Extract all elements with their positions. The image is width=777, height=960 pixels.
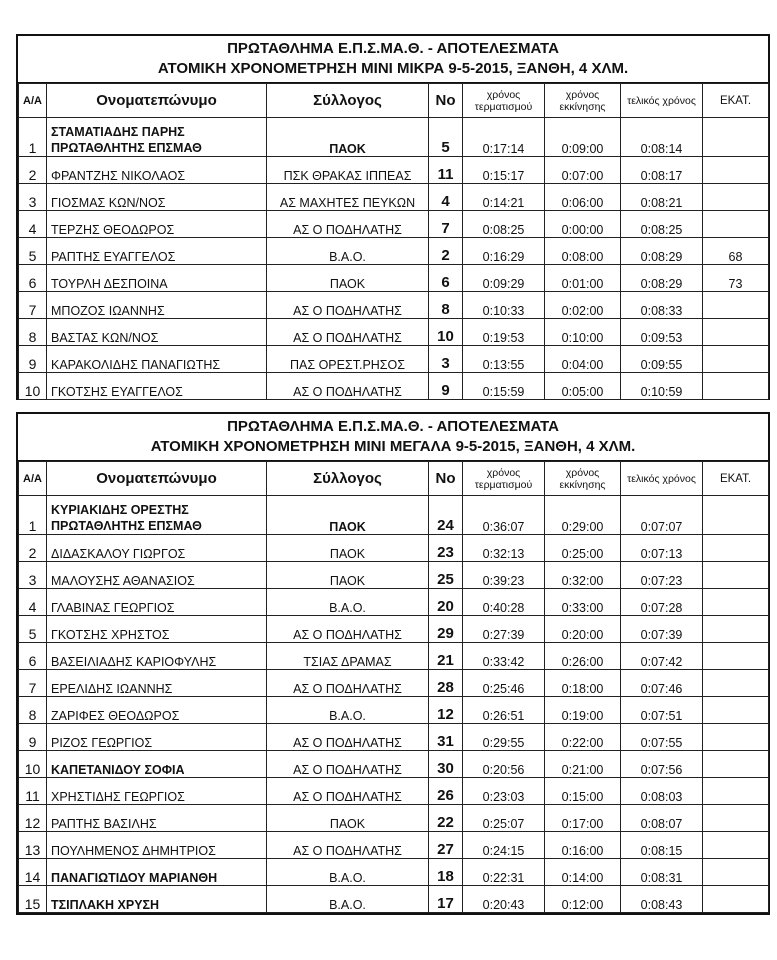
finish-time: 0:16:29 bbox=[463, 238, 545, 265]
table-row bbox=[19, 670, 769, 697]
final-time: 0:08:14 bbox=[621, 118, 703, 157]
row-index: 7 bbox=[19, 292, 47, 319]
finish-time: 0:25:46 bbox=[463, 670, 545, 697]
athlete-name-text: ΜΑΛΟΥΣΗΣ ΑΘΑΝΑΣΙΟΣ bbox=[51, 574, 195, 588]
bib-number: 31 bbox=[429, 724, 463, 751]
start-time: 0:29:00 bbox=[545, 496, 621, 535]
athlete-name-text: ΚΑΡΑΚΟΛΙΔΗΣ ΠΑΝΑΓΙΩΤΗΣ bbox=[51, 358, 221, 372]
finish-time: 0:09:29 bbox=[463, 265, 545, 292]
bib-number: 8 bbox=[429, 292, 463, 319]
final-time: 0:10:59 bbox=[621, 373, 703, 400]
club-name: Β.Α.Ο. bbox=[267, 859, 429, 886]
bib-number: 6 bbox=[429, 265, 463, 292]
results-table bbox=[18, 461, 769, 913]
row-index: 7 bbox=[19, 670, 47, 697]
final-time: 0:07:39 bbox=[621, 616, 703, 643]
athlete-name-text: ΚΥΡΙΑΚΙΔΗΣ ΟΡΕΣΤΗΣ bbox=[51, 503, 189, 517]
row-index: 6 bbox=[19, 265, 47, 292]
start-time: 0:18:00 bbox=[545, 670, 621, 697]
row-index: 6 bbox=[19, 643, 47, 670]
finish-time: 0:22:31 bbox=[463, 859, 545, 886]
table-body bbox=[19, 118, 769, 400]
table-row bbox=[19, 184, 769, 211]
final-time: 0:07:51 bbox=[621, 697, 703, 724]
club-name: ΑΣ Ο ΠΟΔΗΛΑΤΗΣ bbox=[267, 670, 429, 697]
results-sheet-mini-megala bbox=[16, 412, 770, 915]
start-time: 0:01:00 bbox=[545, 265, 621, 292]
club-name: ΑΣ Ο ΠΟΔΗΛΑΤΗΣ bbox=[267, 211, 429, 238]
finish-time: 0:40:28 bbox=[463, 589, 545, 616]
athlete-name bbox=[47, 496, 267, 535]
table-row bbox=[19, 616, 769, 643]
athlete-name-text: ΤΕΡΖΗΣ ΘΕΟΔΩΡΟΣ bbox=[51, 223, 175, 237]
final-time: 0:07:07 bbox=[621, 496, 703, 535]
athlete-name-text: ΕΡΕΛΙΔΗΣ ΙΩΑΝΝΗΣ bbox=[51, 682, 173, 696]
start-time: 0:04:00 bbox=[545, 346, 621, 373]
header-row bbox=[19, 462, 769, 496]
start-time: 0:21:00 bbox=[545, 751, 621, 778]
athlete-name bbox=[47, 832, 267, 859]
header-row bbox=[19, 84, 769, 118]
header-club: Σύλλογος bbox=[267, 84, 429, 118]
table-body bbox=[19, 496, 769, 913]
final-time: 0:08:21 bbox=[621, 184, 703, 211]
category-rank bbox=[703, 616, 769, 643]
category-rank bbox=[703, 496, 769, 535]
athlete-name-text: ΡΑΠΤΗΣ ΕΥΑΓΓΕΛΟΣ bbox=[51, 250, 176, 264]
athlete-name bbox=[47, 211, 267, 238]
table-row bbox=[19, 805, 769, 832]
header-club: Σύλλογος bbox=[267, 462, 429, 496]
athlete-name-text: ΓΙΟΣΜΑΣ ΚΩΝ/ΝΟΣ bbox=[51, 196, 166, 210]
start-time: 0:22:00 bbox=[545, 724, 621, 751]
athlete-name bbox=[47, 373, 267, 400]
header-aa: Α/Α bbox=[19, 84, 47, 118]
start-time: 0:32:00 bbox=[545, 562, 621, 589]
start-time: 0:25:00 bbox=[545, 535, 621, 562]
bib-number: 26 bbox=[429, 778, 463, 805]
row-index: 15 bbox=[19, 886, 47, 913]
finish-time: 0:23:03 bbox=[463, 778, 545, 805]
table-row bbox=[19, 697, 769, 724]
athlete-name bbox=[47, 346, 267, 373]
start-time: 0:10:00 bbox=[545, 319, 621, 346]
start-time: 0:02:00 bbox=[545, 292, 621, 319]
club-name: ΠΑΟΚ bbox=[267, 265, 429, 292]
row-index: 5 bbox=[19, 616, 47, 643]
finish-time: 0:13:55 bbox=[463, 346, 545, 373]
category-rank bbox=[703, 724, 769, 751]
category-rank bbox=[703, 346, 769, 373]
start-time: 0:33:00 bbox=[545, 589, 621, 616]
start-time: 0:06:00 bbox=[545, 184, 621, 211]
header-finish-time: χρόνος τερματισμού bbox=[463, 84, 545, 118]
finish-time: 0:10:33 bbox=[463, 292, 545, 319]
bib-number: 30 bbox=[429, 751, 463, 778]
finish-time: 0:36:07 bbox=[463, 496, 545, 535]
bib-number: 10 bbox=[429, 319, 463, 346]
start-time: 0:00:00 bbox=[545, 211, 621, 238]
header-final-time: τελικός χρόνος bbox=[621, 84, 703, 118]
club-name: ΑΣ Ο ΠΟΔΗΛΑΤΗΣ bbox=[267, 751, 429, 778]
bib-number: 22 bbox=[429, 805, 463, 832]
bib-number: 29 bbox=[429, 616, 463, 643]
row-index: 10 bbox=[19, 373, 47, 400]
results-table bbox=[18, 83, 769, 400]
finish-time: 0:20:43 bbox=[463, 886, 545, 913]
header-aa: Α/Α bbox=[19, 462, 47, 496]
final-time: 0:08:17 bbox=[621, 157, 703, 184]
start-time: 0:16:00 bbox=[545, 832, 621, 859]
table-row bbox=[19, 238, 769, 265]
row-index: 9 bbox=[19, 724, 47, 751]
club-name: ΑΣ Ο ΠΟΔΗΛΑΤΗΣ bbox=[267, 832, 429, 859]
table-row bbox=[19, 724, 769, 751]
athlete-name-text: ΓΛΑΒΙΝΑΣ ΓΕΩΡΓΙΟΣ bbox=[51, 601, 175, 615]
table-row bbox=[19, 778, 769, 805]
athlete-name bbox=[47, 118, 267, 157]
club-name: ΠΑΟΚ bbox=[267, 805, 429, 832]
athlete-name-text: ΣΤΑΜΑΤΙΑΔΗΣ ΠΑΡΗΣ bbox=[51, 125, 185, 139]
club-name: ΑΣ Ο ΠΟΔΗΛΑΤΗΣ bbox=[267, 778, 429, 805]
start-time: 0:07:00 bbox=[545, 157, 621, 184]
bib-number: 4 bbox=[429, 184, 463, 211]
row-index: 11 bbox=[19, 778, 47, 805]
athlete-name-text: ΓΚΟΤΣΗΣ ΧΡΗΣΤΟΣ bbox=[51, 628, 170, 642]
start-time: 0:20:00 bbox=[545, 616, 621, 643]
club-name: ΑΣ Ο ΠΟΔΗΛΑΤΗΣ bbox=[267, 319, 429, 346]
final-time: 0:07:13 bbox=[621, 535, 703, 562]
athlete-name-text: ΧΡΗΣΤΙΔΗΣ ΓΕΩΡΓΙΟΣ bbox=[51, 790, 185, 804]
category-rank bbox=[703, 832, 769, 859]
table-row bbox=[19, 886, 769, 913]
row-index: 5 bbox=[19, 238, 47, 265]
athlete-name bbox=[47, 643, 267, 670]
finish-time: 0:26:51 bbox=[463, 697, 545, 724]
start-time: 0:19:00 bbox=[545, 697, 621, 724]
category-rank bbox=[703, 751, 769, 778]
athlete-name bbox=[47, 670, 267, 697]
athlete-name bbox=[47, 751, 267, 778]
club-name: ΑΣ Ο ΠΟΔΗΛΑΤΗΣ bbox=[267, 373, 429, 400]
row-index: 2 bbox=[19, 535, 47, 562]
finish-time: 0:19:53 bbox=[463, 319, 545, 346]
athlete-name bbox=[47, 778, 267, 805]
table-row bbox=[19, 751, 769, 778]
bib-number: 7 bbox=[429, 211, 463, 238]
bib-number: 12 bbox=[429, 697, 463, 724]
table-row bbox=[19, 319, 769, 346]
bib-number: 17 bbox=[429, 886, 463, 913]
title-line-2: ΑΤΟΜΙΚΗ ΧΡΟΝΟΜΕΤΡΗΣΗ ΜΙΝΙ ΜΕΓΑΛΑ 9-5-2015, ΞΑΝΘΗ, 4 ΧΛΜ. bbox=[150, 438, 636, 455]
finish-time: 0:08:25 bbox=[463, 211, 545, 238]
row-index: 3 bbox=[19, 184, 47, 211]
finish-time: 0:33:42 bbox=[463, 643, 545, 670]
club-name: ΑΣ Ο ΠΟΔΗΛΑΤΗΣ bbox=[267, 724, 429, 751]
champion-subtitle: ΠΡΩΤΑΘΛΗΤΗΣ ΕΠΣΜΑΘ bbox=[51, 519, 202, 533]
start-time: 0:15:00 bbox=[545, 778, 621, 805]
category-rank bbox=[703, 778, 769, 805]
finish-time: 0:39:23 bbox=[463, 562, 545, 589]
category-rank: 68 bbox=[703, 238, 769, 265]
final-time: 0:08:03 bbox=[621, 778, 703, 805]
row-index: 8 bbox=[19, 319, 47, 346]
category-rank bbox=[703, 643, 769, 670]
table-row bbox=[19, 832, 769, 859]
final-time: 0:07:28 bbox=[621, 589, 703, 616]
bib-number: 3 bbox=[429, 346, 463, 373]
club-name: ΠΑΟΚ bbox=[267, 562, 429, 589]
category-rank: 73 bbox=[703, 265, 769, 292]
header-no: Νο bbox=[429, 462, 463, 496]
row-index: 8 bbox=[19, 697, 47, 724]
club-name: Β.Α.Ο. bbox=[267, 697, 429, 724]
start-time: 0:12:00 bbox=[545, 886, 621, 913]
club-name: ΤΣΙΑΣ ΔΡΑΜΑΣ bbox=[267, 643, 429, 670]
table-row bbox=[19, 496, 769, 535]
start-time: 0:14:00 bbox=[545, 859, 621, 886]
start-time: 0:09:00 bbox=[545, 118, 621, 157]
finish-time: 0:25:07 bbox=[463, 805, 545, 832]
header-final-time: τελικός χρόνος bbox=[621, 462, 703, 496]
finish-time: 0:20:56 bbox=[463, 751, 545, 778]
category-rank bbox=[703, 859, 769, 886]
athlete-name-text: ΚΑΠΕΤΑΝΙΔΟΥ ΣΟΦΙΑ bbox=[51, 763, 185, 777]
bib-number: 23 bbox=[429, 535, 463, 562]
table-row bbox=[19, 265, 769, 292]
athlete-name bbox=[47, 562, 267, 589]
bib-number: 5 bbox=[429, 118, 463, 157]
finish-time: 0:32:13 bbox=[463, 535, 545, 562]
athlete-name bbox=[47, 589, 267, 616]
bib-number: 9 bbox=[429, 373, 463, 400]
final-time: 0:08:07 bbox=[621, 805, 703, 832]
sheet-title bbox=[18, 414, 768, 461]
athlete-name-text: ΤΣΙΠΛΑΚΗ ΧΡΥΣΗ bbox=[51, 898, 160, 912]
start-time: 0:08:00 bbox=[545, 238, 621, 265]
row-index: 1 bbox=[19, 496, 47, 535]
table-row bbox=[19, 859, 769, 886]
bib-number: 20 bbox=[429, 589, 463, 616]
final-time: 0:07:42 bbox=[621, 643, 703, 670]
row-index: 9 bbox=[19, 346, 47, 373]
table-row bbox=[19, 643, 769, 670]
table-row bbox=[19, 589, 769, 616]
final-time: 0:07:46 bbox=[621, 670, 703, 697]
row-index: 10 bbox=[19, 751, 47, 778]
finish-time: 0:14:21 bbox=[463, 184, 545, 211]
category-rank bbox=[703, 211, 769, 238]
table-row bbox=[19, 562, 769, 589]
finish-time: 0:15:59 bbox=[463, 373, 545, 400]
category-rank bbox=[703, 589, 769, 616]
athlete-name bbox=[47, 886, 267, 913]
row-index: 4 bbox=[19, 589, 47, 616]
row-index: 12 bbox=[19, 805, 47, 832]
row-index: 13 bbox=[19, 832, 47, 859]
row-index: 2 bbox=[19, 157, 47, 184]
bib-number: 11 bbox=[429, 157, 463, 184]
category-rank bbox=[703, 697, 769, 724]
category-rank bbox=[703, 805, 769, 832]
category-rank bbox=[703, 319, 769, 346]
athlete-name bbox=[47, 157, 267, 184]
table-row bbox=[19, 157, 769, 184]
header-no: Νο bbox=[429, 84, 463, 118]
header-name: Ονοματεπώνυμο bbox=[47, 84, 267, 118]
row-index: 14 bbox=[19, 859, 47, 886]
athlete-name-text: ΠΟΥΛΗΜΕΝΟΣ ΔΗΜΗΤΡΙΟΣ bbox=[51, 844, 216, 858]
athlete-name-text: ΒΑΣΕΙΛΙΑΔΗΣ ΚΑΡΙΟΦΥΛΗΣ bbox=[51, 655, 217, 669]
final-time: 0:08:29 bbox=[621, 265, 703, 292]
row-index: 4 bbox=[19, 211, 47, 238]
table-row bbox=[19, 118, 769, 157]
start-time: 0:05:00 bbox=[545, 373, 621, 400]
athlete-name bbox=[47, 184, 267, 211]
finish-time: 0:29:55 bbox=[463, 724, 545, 751]
bib-number: 2 bbox=[429, 238, 463, 265]
table-row bbox=[19, 292, 769, 319]
club-name: ΠΑΣ ΟΡΕΣΤ.ΡΗΣΟΣ bbox=[267, 346, 429, 373]
category-rank bbox=[703, 373, 769, 400]
header-ekat: ΕΚΑΤ. bbox=[703, 462, 769, 496]
athlete-name bbox=[47, 265, 267, 292]
final-time: 0:08:25 bbox=[621, 211, 703, 238]
club-name: ΑΣ Ο ΠΟΔΗΛΑΤΗΣ bbox=[267, 292, 429, 319]
final-time: 0:08:31 bbox=[621, 859, 703, 886]
header-finish-time: χρόνος τερματισμού bbox=[463, 462, 545, 496]
category-rank bbox=[703, 157, 769, 184]
header-start-time: χρόνος εκκίνησης bbox=[545, 84, 621, 118]
final-time: 0:09:53 bbox=[621, 319, 703, 346]
club-name: Β.Α.Ο. bbox=[267, 238, 429, 265]
category-rank bbox=[703, 562, 769, 589]
athlete-name bbox=[47, 238, 267, 265]
athlete-name bbox=[47, 292, 267, 319]
bib-number: 21 bbox=[429, 643, 463, 670]
row-index: 1 bbox=[19, 118, 47, 157]
header-name: Ονοματεπώνυμο bbox=[47, 462, 267, 496]
title-line-1: ΠΡΩΤΑΘΛΗΜΑ Ε.Π.Σ.ΜΑ.Θ. - ΑΠΟΤΕΛΕΣΜΑΤΑ bbox=[227, 418, 559, 435]
table-row bbox=[19, 535, 769, 562]
athlete-name bbox=[47, 724, 267, 751]
club-name: ΠΑΟΚ bbox=[267, 496, 429, 535]
bib-number: 28 bbox=[429, 670, 463, 697]
final-time: 0:08:15 bbox=[621, 832, 703, 859]
finish-time: 0:17:14 bbox=[463, 118, 545, 157]
start-time: 0:26:00 bbox=[545, 643, 621, 670]
athlete-name bbox=[47, 319, 267, 346]
final-time: 0:08:29 bbox=[621, 238, 703, 265]
start-time: 0:17:00 bbox=[545, 805, 621, 832]
category-rank bbox=[703, 118, 769, 157]
club-name: ΑΣ Ο ΠΟΔΗΛΑΤΗΣ bbox=[267, 616, 429, 643]
athlete-name bbox=[47, 859, 267, 886]
club-name: ΑΣ ΜΑΧΗΤΕΣ ΠΕΥΚΩΝ bbox=[267, 184, 429, 211]
finish-time: 0:27:39 bbox=[463, 616, 545, 643]
bib-number: 25 bbox=[429, 562, 463, 589]
title-line-2: ΑΤΟΜΙΚΗ ΧΡΟΝΟΜΕΤΡΗΣΗ ΜΙΝΙ ΜΙΚΡΑ 9-5-2015, ΞΑΝΘΗ, 4 ΧΛΜ. bbox=[157, 60, 629, 77]
category-rank bbox=[703, 535, 769, 562]
results-sheet-mini-mikra bbox=[16, 34, 770, 400]
athlete-name-text: ΓΚΟΤΣΗΣ ΕΥΑΓΓΕΛΟΣ bbox=[51, 385, 183, 399]
athlete-name-text: ΠΑΝΑΓΙΩΤΙΔΟΥ ΜΑΡΙΑΝΘΗ bbox=[51, 871, 218, 885]
final-time: 0:07:56 bbox=[621, 751, 703, 778]
club-name: ΠΑΟΚ bbox=[267, 118, 429, 157]
athlete-name-text: ΖΑΡΙΦΕΣ ΘΕΟΔΩΡΟΣ bbox=[51, 709, 180, 723]
header-ekat: ΕΚΑΤ. bbox=[703, 84, 769, 118]
athlete-name bbox=[47, 805, 267, 832]
table-row bbox=[19, 211, 769, 238]
athlete-name-text: ΡΙΖΟΣ ΓΕΩΡΓΙΟΣ bbox=[51, 736, 153, 750]
bib-number: 18 bbox=[429, 859, 463, 886]
athlete-name-text: ΦΡΑΝΤΖΗΣ ΝΙΚΟΛΑΟΣ bbox=[51, 169, 186, 183]
athlete-name-text: ΤΟΥΡΛΗ ΔΕΣΠΟΙΝΑ bbox=[51, 277, 168, 291]
athlete-name-text: ΔΙΔΑΣΚΑΛΟΥ ΓΙΩΡΓΟΣ bbox=[51, 547, 186, 561]
category-rank bbox=[703, 886, 769, 913]
final-time: 0:08:43 bbox=[621, 886, 703, 913]
sheet-title bbox=[18, 36, 768, 83]
finish-time: 0:24:15 bbox=[463, 832, 545, 859]
title-line-1: ΠΡΩΤΑΘΛΗΜΑ Ε.Π.Σ.ΜΑ.Θ. - ΑΠΟΤΕΛΕΣΜΑΤΑ bbox=[227, 40, 559, 57]
athlete-name bbox=[47, 697, 267, 724]
club-name: Β.Α.Ο. bbox=[267, 589, 429, 616]
athlete-name-text: ΒΑΣΤΑΣ ΚΩΝ/ΝΟΣ bbox=[51, 331, 159, 345]
final-time: 0:08:33 bbox=[621, 292, 703, 319]
finish-time: 0:15:17 bbox=[463, 157, 545, 184]
final-time: 0:07:55 bbox=[621, 724, 703, 751]
bib-number: 27 bbox=[429, 832, 463, 859]
final-time: 0:07:23 bbox=[621, 562, 703, 589]
row-index: 3 bbox=[19, 562, 47, 589]
category-rank bbox=[703, 292, 769, 319]
athlete-name bbox=[47, 616, 267, 643]
athlete-name-text: ΜΠΟΖΟΣ ΙΩΑΝΝΗΣ bbox=[51, 304, 165, 318]
club-name: Β.Α.Ο. bbox=[267, 886, 429, 913]
header-start-time: χρόνος εκκίνησης bbox=[545, 462, 621, 496]
category-rank bbox=[703, 670, 769, 697]
final-time: 0:09:55 bbox=[621, 346, 703, 373]
athlete-name-text: ΡΑΠΤΗΣ ΒΑΣΙΛΗΣ bbox=[51, 817, 157, 831]
athlete-name bbox=[47, 535, 267, 562]
table-row bbox=[19, 346, 769, 373]
table-row bbox=[19, 373, 769, 400]
club-name: ΠΑΟΚ bbox=[267, 535, 429, 562]
bib-number: 24 bbox=[429, 496, 463, 535]
champion-subtitle: ΠΡΩΤΑΘΛΗΤΗΣ ΕΠΣΜΑΘ bbox=[51, 141, 202, 155]
category-rank bbox=[703, 184, 769, 211]
club-name: ΠΣΚ ΘΡΑΚΑΣ ΙΠΠΕΑΣ bbox=[267, 157, 429, 184]
